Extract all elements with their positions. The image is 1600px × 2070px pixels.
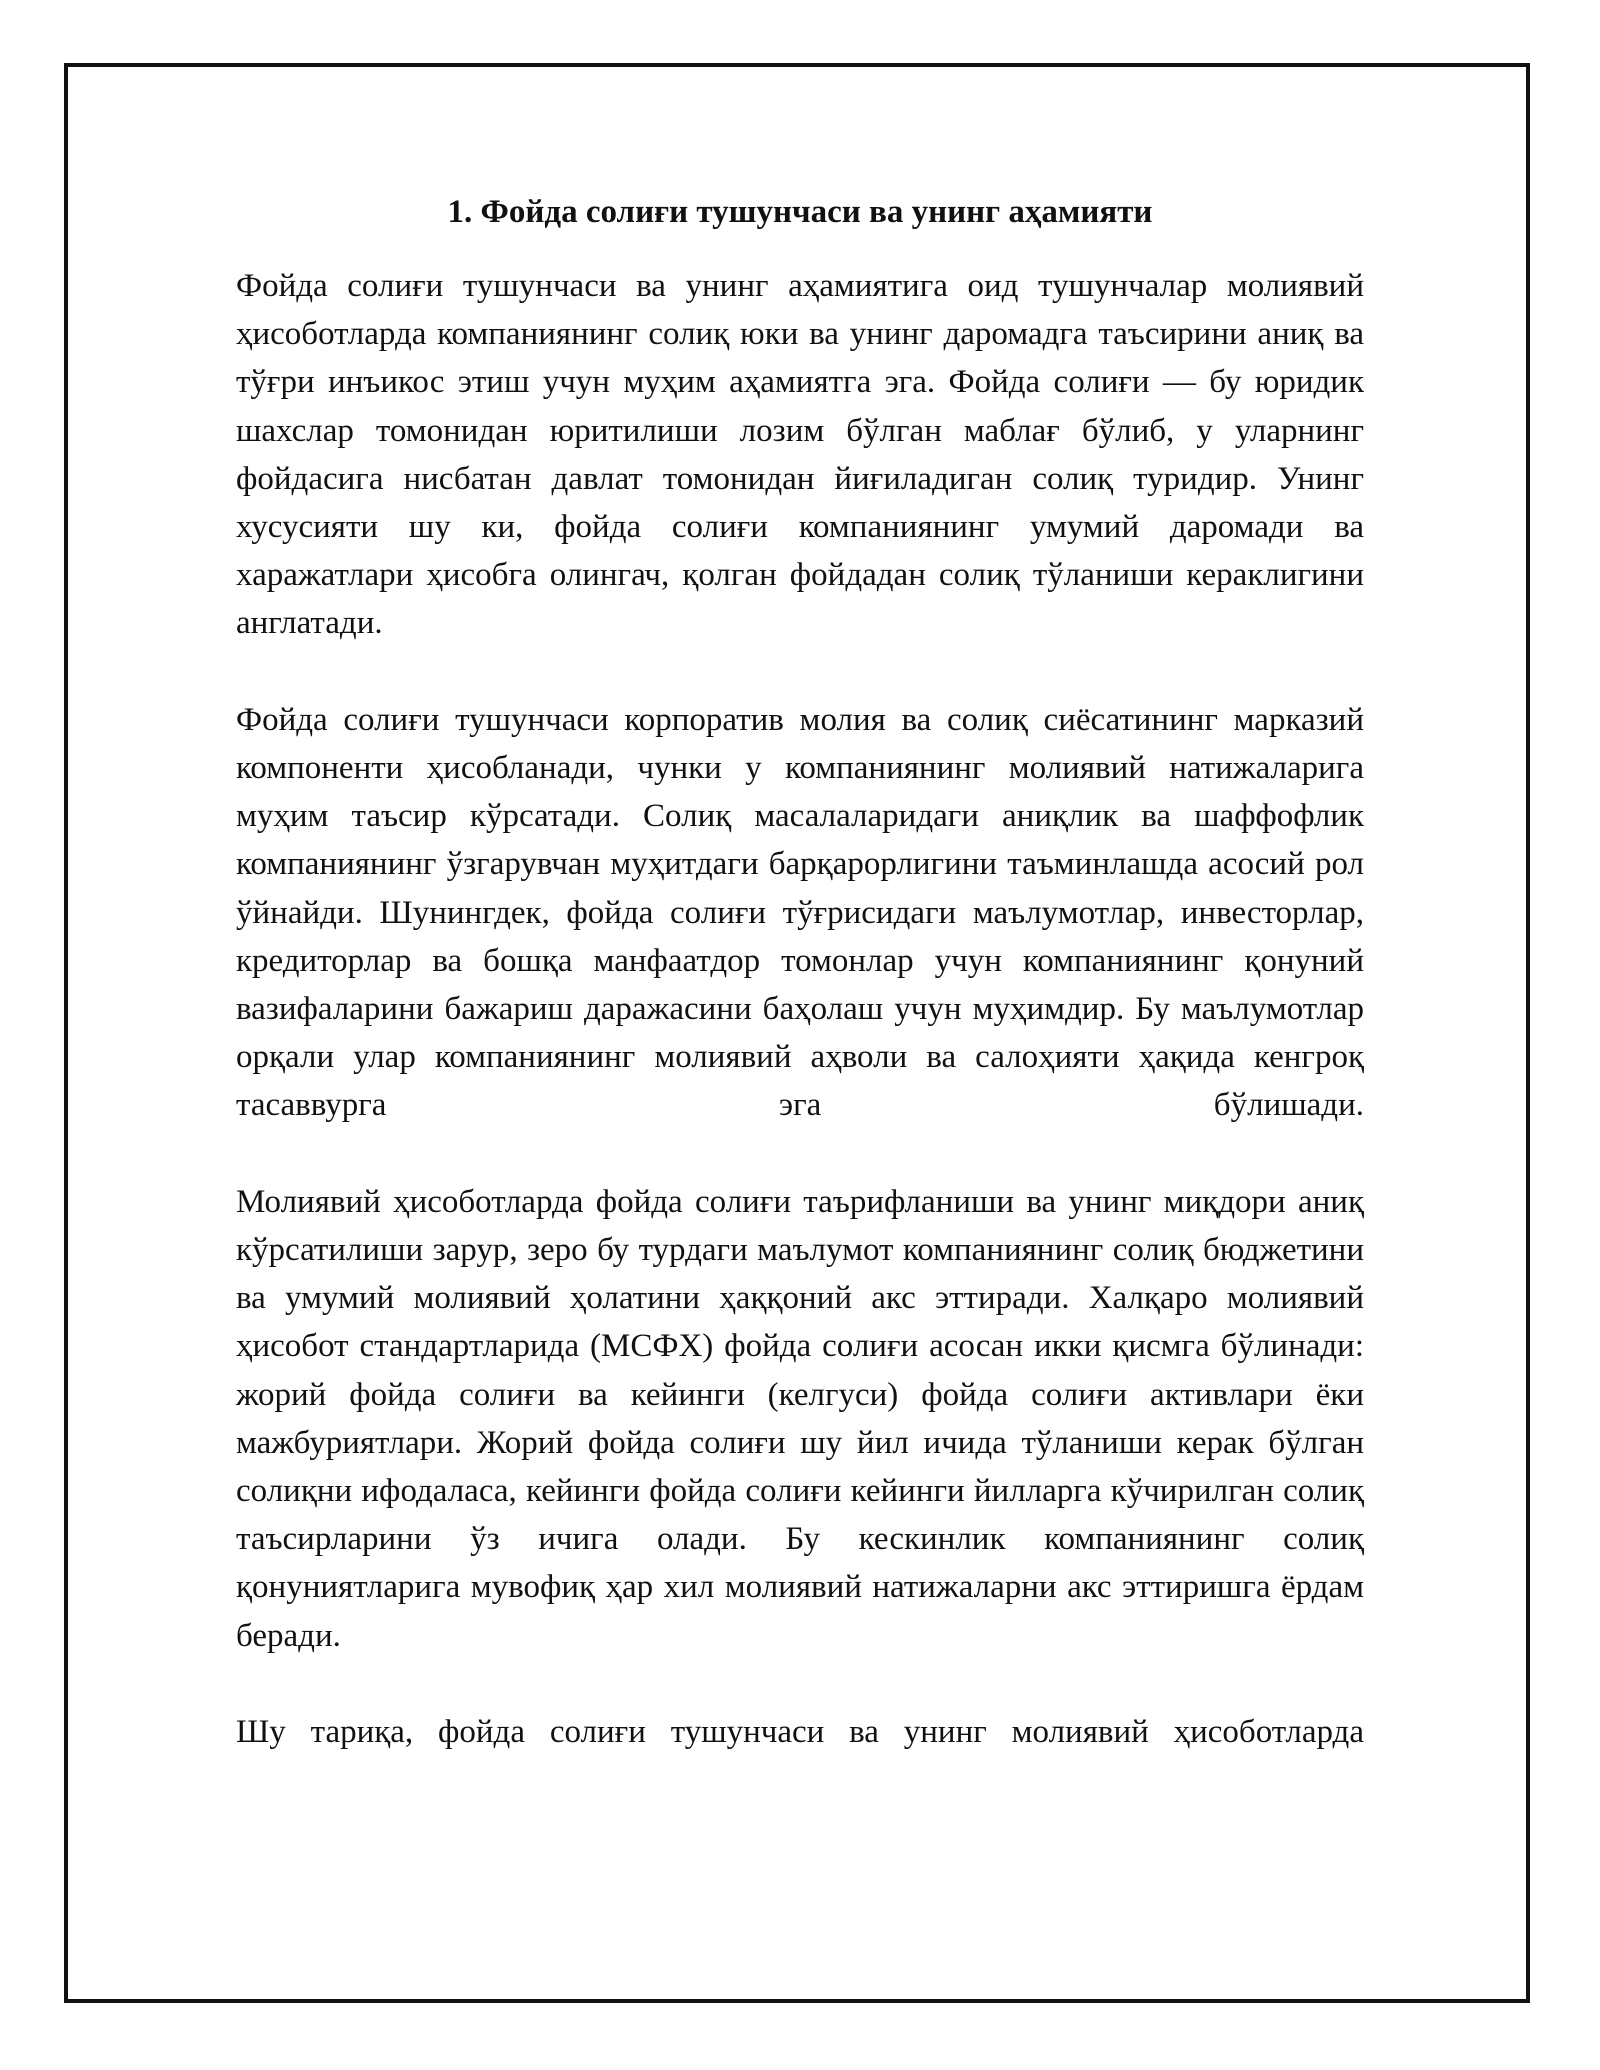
paragraph-3: Молиявий ҳисоботларда фойда солиғи таърифланиши ва унинг миқдори аниқ кўрсатилиши зарур, зеро бу турдаги маълумот компаниянинг солиқ бюджетини ва умумий молиявий ҳолатини ҳаққоний акс эттиради. Халқаро молиявий ҳисобот стандартларида (МСФХ) фойда солиғи асосан икки қисмга бўлинади: жорий фойда солиғи ва кейинги (келгуси) фойда солиғи активлари ёки мажбуриятлари. Жорий фойда солиғи шу йил ичида тўланиши керак бўлган солиқни ифодаласа, кейинги фойда солиғи кейинги йилларга кўчирилган солиқ таъсирларини ўз ичига олади. Бу кескинлик компаниянинг солиқ қонуниятларига мувофиқ ҳар хил молиявий натижаларни акс эттиришга ёрдам беради. (236, 1183, 1364, 1654)
paragraph-gap (236, 1130, 1364, 1178)
paragraph-1: Фойда солиғи тушунчаси ва унинг аҳамиятига оид тушунчалар молиявий ҳисоботларда компаниянинг солиқ юки ва унинг даромадга таъсирини аниқ ва тўғри инъикос этиш учун муҳим аҳамиятга эга. Фойда солиғи — бу юридик шахслар томонидан юритилиши лозим бўлган маблағ бўлиб, у уларнинг фойдасига нисбатан давлат томонидан йиғиладиган солиқ туридир. Унинг хусусияти шу ки, фойда солиғи компаниянинг умумий даромади ва харажатлари ҳисобга олингач, қолган фойдадан солиқ тўланиши кераклигини англатади. (236, 268, 1364, 642)
paragraph-gap (236, 648, 1364, 696)
document-body (236, 190, 1364, 1756)
paragraph-gap (236, 1660, 1364, 1708)
section-title: 1. Фойда солиғи тушунчаси ва унинг аҳамияти (447, 194, 1153, 230)
paragraph-2: Фойда солиғи тушунчаси корпоратив молия ва солиқ сиёсатининг марказий компоненти ҳисобланади, чунки у компаниянинг молиявий натижаларига муҳим таъсир кўрсатади. Солиқ масалаларидаги аниқлик ва шаффофлик компаниянинг ўзгарувчан муҳитдаги барқарорлигини таъминлашда асосий рол ўйнайди. Шунингдек, фойда солиғи тўғрисидаги маълумотлар, инвесторлар, кредиторлар ва бошқа манфаатдор томонлар учун компаниянинг қонуний вазифаларини бажариш даражасини баҳолаш учун муҳимдир. Бу маълумотлар орқали улар компаниянинг молиявий аҳволи ва салоҳияти ҳақида кенгроқ тасаввурга эга бўлишади. (236, 701, 1364, 1124)
paragraph-4: Шу тариқа, фойда солиғи тушунчаси ва унинг молиявий ҳисоботларда (236, 1714, 1364, 1751)
